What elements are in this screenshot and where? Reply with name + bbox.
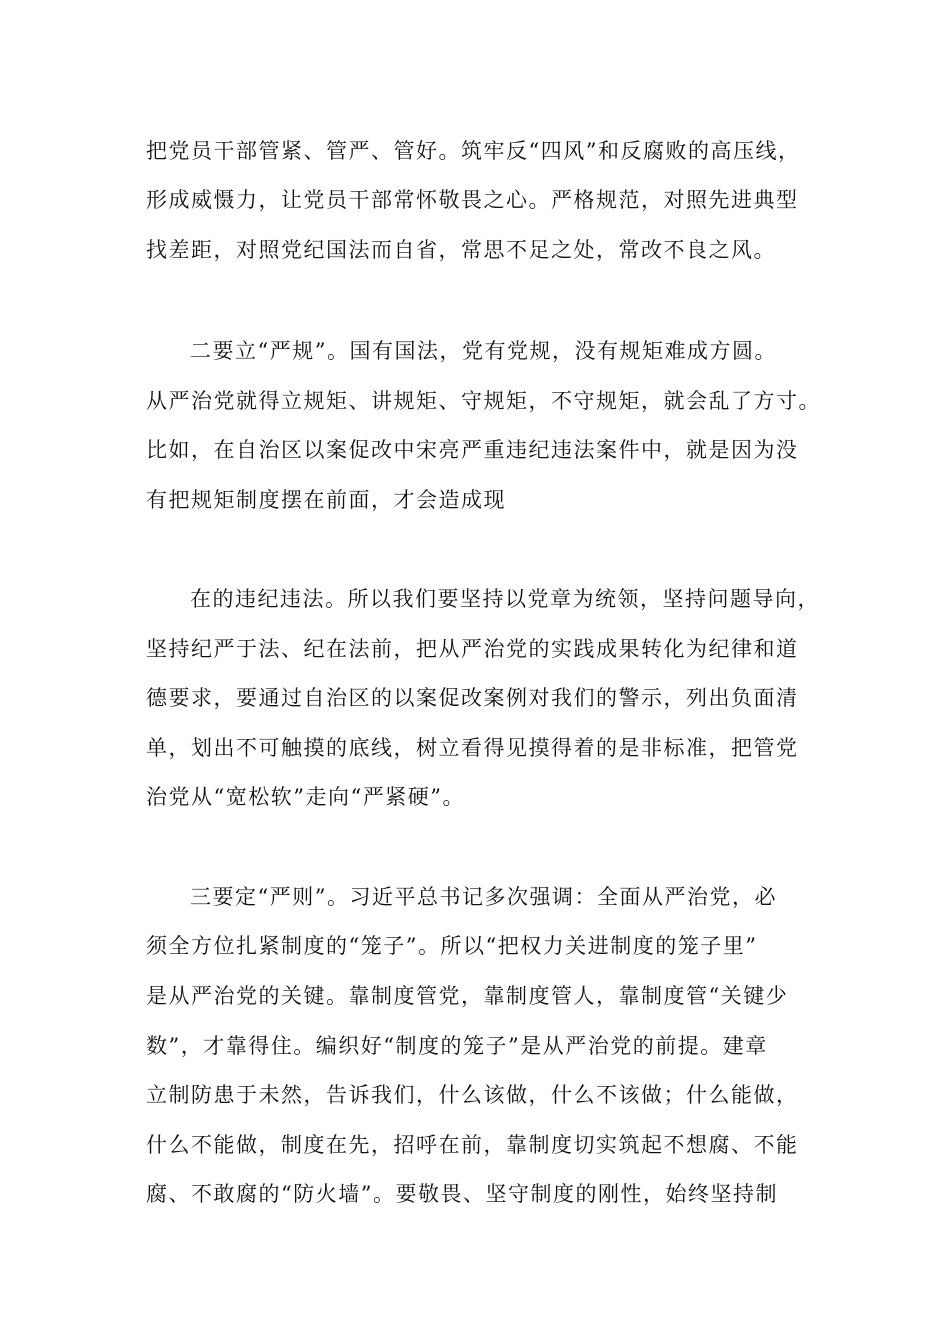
paragraph-2-line-2: 从严治党就得立规矩、讲规矩、守规矩，不守规矩，就会乱了方寸。 — [146, 389, 821, 413]
paragraph-2-line-1: 二要立“严规”。国有国法，党有党规，没有规矩难成方圆。 — [190, 339, 777, 363]
paragraph-4-line-2: 须全方位扎紧制度的“笼子”。所以“把权力关进制度的笼子里” — [146, 934, 758, 958]
paragraph-4-line-6: 什么不能做，制度在先，招呼在前，靠制度切实筑起不想腐、不能 — [146, 1133, 799, 1157]
paragraph-1-line-2: 形成威慑力，让党员干部常怀敬畏之心。严格规范，对照先进典型 — [146, 188, 799, 212]
paragraph-3-line-4: 单，划出不可触摸的底线，树立看得见摸得着的是非标准，把管党 — [146, 736, 799, 760]
paragraph-2-line-3: 比如，在自治区以案促改中宋亮严重违纪违法案件中，就是因为没 — [146, 438, 799, 462]
paragraph-4-line-1: 三要定“严则”。习近平总书记多次强调：全面从严治党，必 — [190, 885, 777, 909]
paragraph-4-line-7: 腐、不敢腐的“防火墙”。要敬畏、坚守制度的刚性，始终坚持制 — [146, 1182, 778, 1206]
paragraph-3-line-2: 坚持纪严于法、纪在法前，把从严治党的实践成果转化为纪律和道 — [146, 637, 799, 661]
paragraph-3-line-3: 德要求，要通过自治区的以案促改案例对我们的警示，列出负面清 — [146, 686, 799, 710]
paragraph-1-line-3: 找差距，对照党纪国法而自省，常思不足之处，常改不良之风。 — [146, 238, 776, 262]
paragraph-4-line-4: 数”，才靠得住。编织好“制度的笼子”是从严治党的前提。建章 — [146, 1034, 768, 1058]
paragraph-3-line-5: 治党从“宽松软”走向“严紧硬”。 — [146, 785, 465, 809]
paragraph-4-line-5: 立制防患于未然，告诉我们，什么该做，什么不该做；什么能做， — [146, 1083, 799, 1107]
paragraph-4-line-3: 是从严治党的关键。靠制度管党，靠制度管人，靠制度管“关键少 — [146, 984, 789, 1008]
paragraph-2-line-4: 有把规矩制度摆在前面，才会造成现 — [146, 488, 506, 512]
paragraph-1-line-1: 把党员干部管紧、管严、管好。筑牢反“四风”和反腐败的高压线， — [146, 139, 801, 163]
paragraph-3-line-1: 在的违纪违法。所以我们要坚持以党章为统领，坚持问题导向， — [190, 587, 820, 611]
